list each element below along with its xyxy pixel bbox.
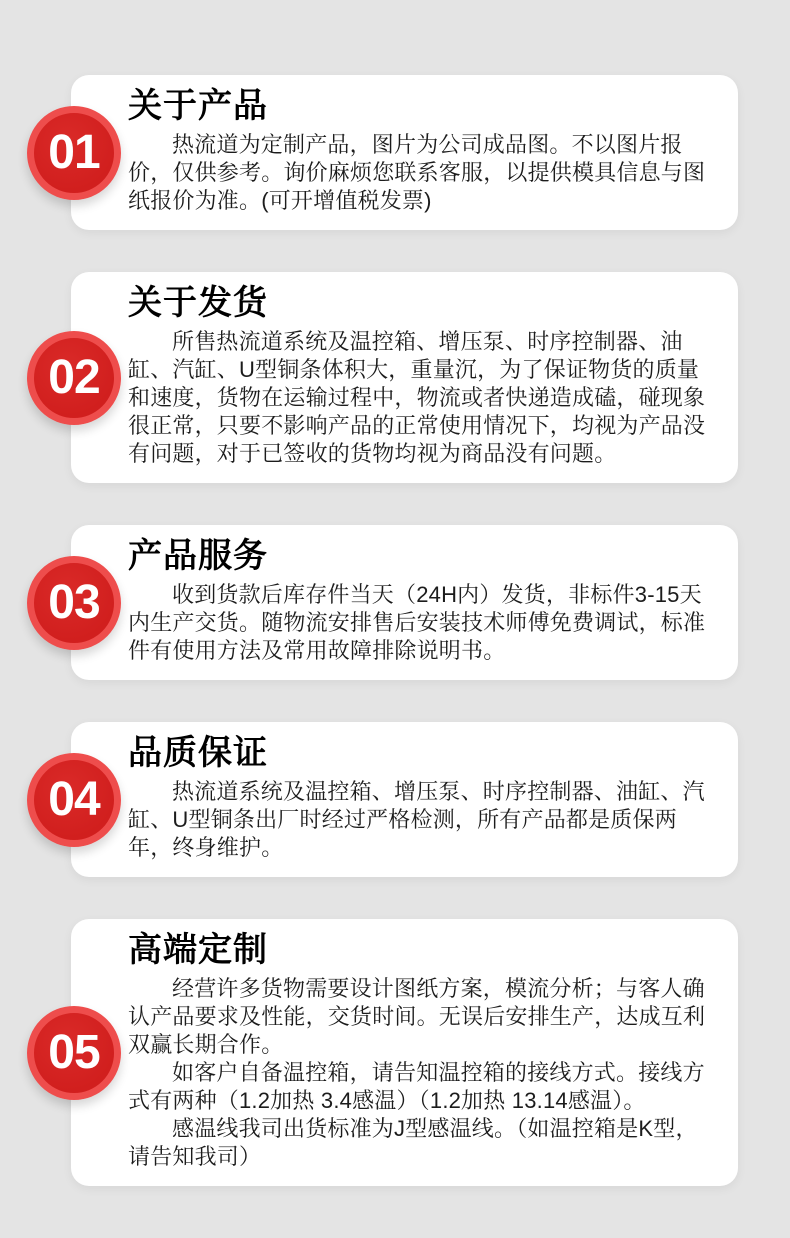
section-number-badge: [27, 753, 121, 847]
info-section: [48, 919, 738, 1186]
section-paragraph: 经营许多货物需要设计图纸方案，模流分析；与客人确认产品要求及性能，交货时间。无误后安排生产，达成互利双赢长期合作。: [128, 976, 706, 1058]
section-number-badge: [27, 331, 121, 425]
info-section: [48, 75, 738, 230]
section-paragraph: 热流道系统及温控箱、增压泵、时序控制器、油缸、汽缸、U型铜条出厂时经过严格检测，所有产品都是质保两年，终身维护。: [128, 779, 705, 861]
section-title: 关于产品: [128, 87, 268, 125]
section-card: [71, 919, 738, 1186]
section-number: 01: [48, 126, 100, 180]
section-card: [71, 272, 738, 483]
section-card: [71, 722, 738, 877]
section-paragraph: 热流道为定制产品，图片为公司成品图。不以图片报价，仅供参考。询价麻烦您联系客服，以提供模具信息与图纸报价为准。(可开增值税发票): [128, 132, 706, 214]
section-title: 产品服务: [128, 537, 268, 576]
info-section: [48, 722, 738, 877]
section-number: 02: [48, 351, 100, 405]
section-title: 品质保证: [128, 734, 268, 773]
section-title: 关于发货: [128, 284, 268, 323]
section-paragraph: 收到货款后库存件当天（24H内）发货，非标件3-15天内生产交货。随物流安排售后安装技术师傅免费调试，标准件有使用方法及常用故障排除说明书。: [128, 582, 706, 664]
section-number-badge: [27, 1006, 121, 1100]
section-card: [71, 75, 738, 230]
section-number-badge: [27, 556, 121, 650]
section-card: [71, 525, 738, 680]
info-section: [48, 272, 738, 483]
section-paragraph: 所售热流道系统及温控箱、增压泵、时序控制器、油缸、汽缸、U型铜条体积大，重量沉，为了保证物货的质量和速度，货物在运输过程中，物流或者快递造成磕，碰现象很正常，只要不影响产品的正常使用情况下，均视为产品没有问题，对于已签收的货物均视为商品没有问题。: [128, 329, 706, 467]
section-title: 高端定制: [128, 931, 268, 970]
section-number-badge: [27, 106, 121, 200]
section-number: 04: [48, 773, 100, 827]
section-number: 03: [48, 576, 100, 630]
section-paragraph: 感温线我司出货标准为J型感温线。（如温控箱是K型，请告知我司）: [128, 1116, 698, 1170]
section-number: 05: [48, 1026, 100, 1080]
info-section: [48, 525, 738, 680]
section-paragraph: 如客户自备温控箱，请告知温控箱的接线方式。接线方式有两种（1.2加热 3.4感温）（1.2加热 13.14感温）。: [128, 1060, 705, 1114]
